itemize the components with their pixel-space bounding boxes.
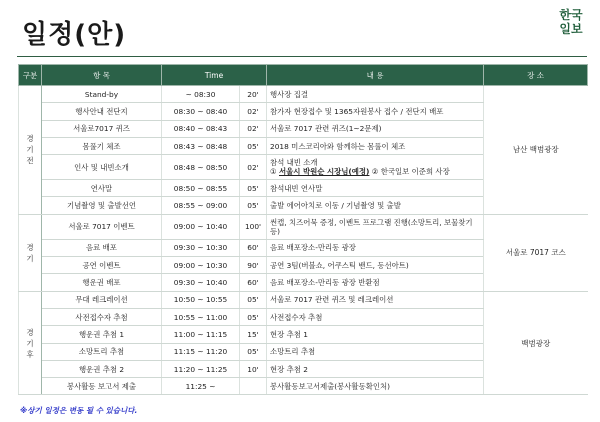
row-item: 몸풀기 체조: [42, 137, 162, 154]
row-duration: 02': [240, 155, 267, 180]
table-row: [19, 86, 588, 103]
row-time: 08:50 ~ 08:55: [162, 180, 240, 197]
row-time: 08:43 ~ 08:48: [162, 137, 240, 154]
row-content: 음료 배포장소-만리동 광장 반환점: [267, 274, 484, 291]
row-item: 연사말: [42, 180, 162, 197]
row-time: 08:48 ~ 08:50: [162, 155, 240, 180]
row-content: 썬캡, 치즈어묵 증정, 이벤트 프로그램 진행(소망트리, 보물찾기 등): [267, 214, 484, 239]
row-time: 11:15 ~ 11:20: [162, 343, 240, 360]
row-time: 11:20 ~ 11:25: [162, 360, 240, 377]
group-label-pre: 경 기 전: [19, 86, 42, 215]
row-duration: 05': [240, 343, 267, 360]
group-location-post: 백범광장: [484, 291, 588, 395]
content-line-1: 참석 내빈 소개: [270, 158, 318, 168]
row-item: 기념촬영 및 출발선언: [42, 197, 162, 214]
row-time: 11:25 ~: [162, 378, 240, 395]
header-content: 내 용: [267, 65, 484, 86]
row-content: 서울로 7017 관련 퀴즈 및 레크레이션: [267, 291, 484, 308]
row-item: 행사안내 전단지: [42, 103, 162, 120]
row-content: 사전접수자 추첨: [267, 308, 484, 325]
page-title: 일정(안): [22, 20, 127, 50]
row-item: 서울로7017 퀴즈: [42, 120, 162, 137]
highlighted-guest: 서울시 박원순 시장님(예정): [279, 167, 370, 177]
row-time: 09:30 ~ 10:30: [162, 239, 240, 256]
table-row: [19, 214, 588, 239]
row-time: 08:55 ~ 09:00: [162, 197, 240, 214]
row-content: 봉사활동보고서제출(봉사활동확인처): [267, 378, 484, 395]
row-content: [267, 155, 484, 180]
row-item: 소망트리 추첨: [42, 343, 162, 360]
row-content: 참가자 현장접수 및 1365자원봉사 접수 / 전단지 배포: [267, 103, 484, 120]
row-duration: 90': [240, 257, 267, 274]
group-label-main: 경 기: [19, 214, 42, 291]
row-item: 행운권 추첨 1: [42, 326, 162, 343]
row-content: 행사장 집결: [267, 86, 484, 103]
group-location-main: 서울로 7017 코스: [484, 214, 588, 291]
row-content: 현장 추첨 2: [267, 360, 484, 377]
footnote: ※상기 일정은 변동 될 수 있습니다.: [20, 406, 138, 415]
row-time: 08:30 ~ 08:40: [162, 103, 240, 120]
row-duration: 05': [240, 291, 267, 308]
row-duration: [240, 378, 267, 395]
row-item: 행운권 배포: [42, 274, 162, 291]
row-duration: 60': [240, 239, 267, 256]
logo-line-1: 한국: [559, 8, 583, 22]
brand-logo: [555, 8, 587, 36]
row-duration: 10': [240, 360, 267, 377]
row-time: 09:00 ~ 10:30: [162, 257, 240, 274]
content-line-2: ① 서울시 박원순 시장님(예정) ② 한국일보 이준희 사장: [270, 167, 450, 177]
row-item: 서울로 7017 이벤트: [42, 214, 162, 239]
logo-line-2: 일보: [559, 22, 583, 36]
row-content: 출발 에어아치로 이동 / 기념촬영 및 출발: [267, 197, 484, 214]
row-item: 음료 배포: [42, 239, 162, 256]
header-location: 장 소: [484, 65, 588, 86]
title-divider: [17, 56, 587, 57]
row-item: 인사 및 내빈소개: [42, 155, 162, 180]
table-header-row: [19, 65, 588, 86]
row-content: 소망트리 추첨: [267, 343, 484, 360]
row-item: 무대 레크레이션: [42, 291, 162, 308]
row-time: 09:30 ~ 10:40: [162, 274, 240, 291]
row-time: 10:50 ~ 10:55: [162, 291, 240, 308]
row-time: ~ 08:30: [162, 86, 240, 103]
row-time: 08:40 ~ 08:43: [162, 120, 240, 137]
header-time: Time: [162, 65, 267, 86]
row-duration: 05': [240, 197, 267, 214]
schedule-table: [18, 64, 588, 395]
group-label-post: 경 기 후: [19, 291, 42, 395]
row-item: Stand-by: [42, 86, 162, 103]
row-time: 11:00 ~ 11:15: [162, 326, 240, 343]
row-item: 사전접수자 추첨: [42, 308, 162, 325]
row-time: 10:55 ~ 11:00: [162, 308, 240, 325]
row-duration: 100': [240, 214, 267, 239]
header-category: 구분: [19, 65, 42, 86]
row-duration: 60': [240, 274, 267, 291]
row-content: 현장 추첨 1: [267, 326, 484, 343]
row-item: 봉사활동 보고서 제출: [42, 378, 162, 395]
row-duration: 15': [240, 326, 267, 343]
row-content: 음료 배포장소-만리동 광장: [267, 239, 484, 256]
row-content: 2018 미스코리아와 함께하는 몸풀이 체조: [267, 137, 484, 154]
row-content: 서울로 7017 관련 퀴즈(1~2문제): [267, 120, 484, 137]
row-duration: 02': [240, 103, 267, 120]
row-duration: 05': [240, 137, 267, 154]
table-row: [19, 291, 588, 308]
row-duration: 05': [240, 180, 267, 197]
group-location-pre: 남산 백범광장: [484, 86, 588, 215]
row-time: 09:00 ~ 10:40: [162, 214, 240, 239]
row-duration: 02': [240, 120, 267, 137]
row-duration: 05': [240, 308, 267, 325]
row-item: 행운권 추첨 2: [42, 360, 162, 377]
row-content: 공연 3팀(버블쇼, 어쿠스틱 밴드, 동선아트): [267, 257, 484, 274]
row-duration: 20': [240, 86, 267, 103]
header-item: 항 목: [42, 65, 162, 86]
row-item: 공연 이벤트: [42, 257, 162, 274]
row-content: 참석내빈 연사말: [267, 180, 484, 197]
